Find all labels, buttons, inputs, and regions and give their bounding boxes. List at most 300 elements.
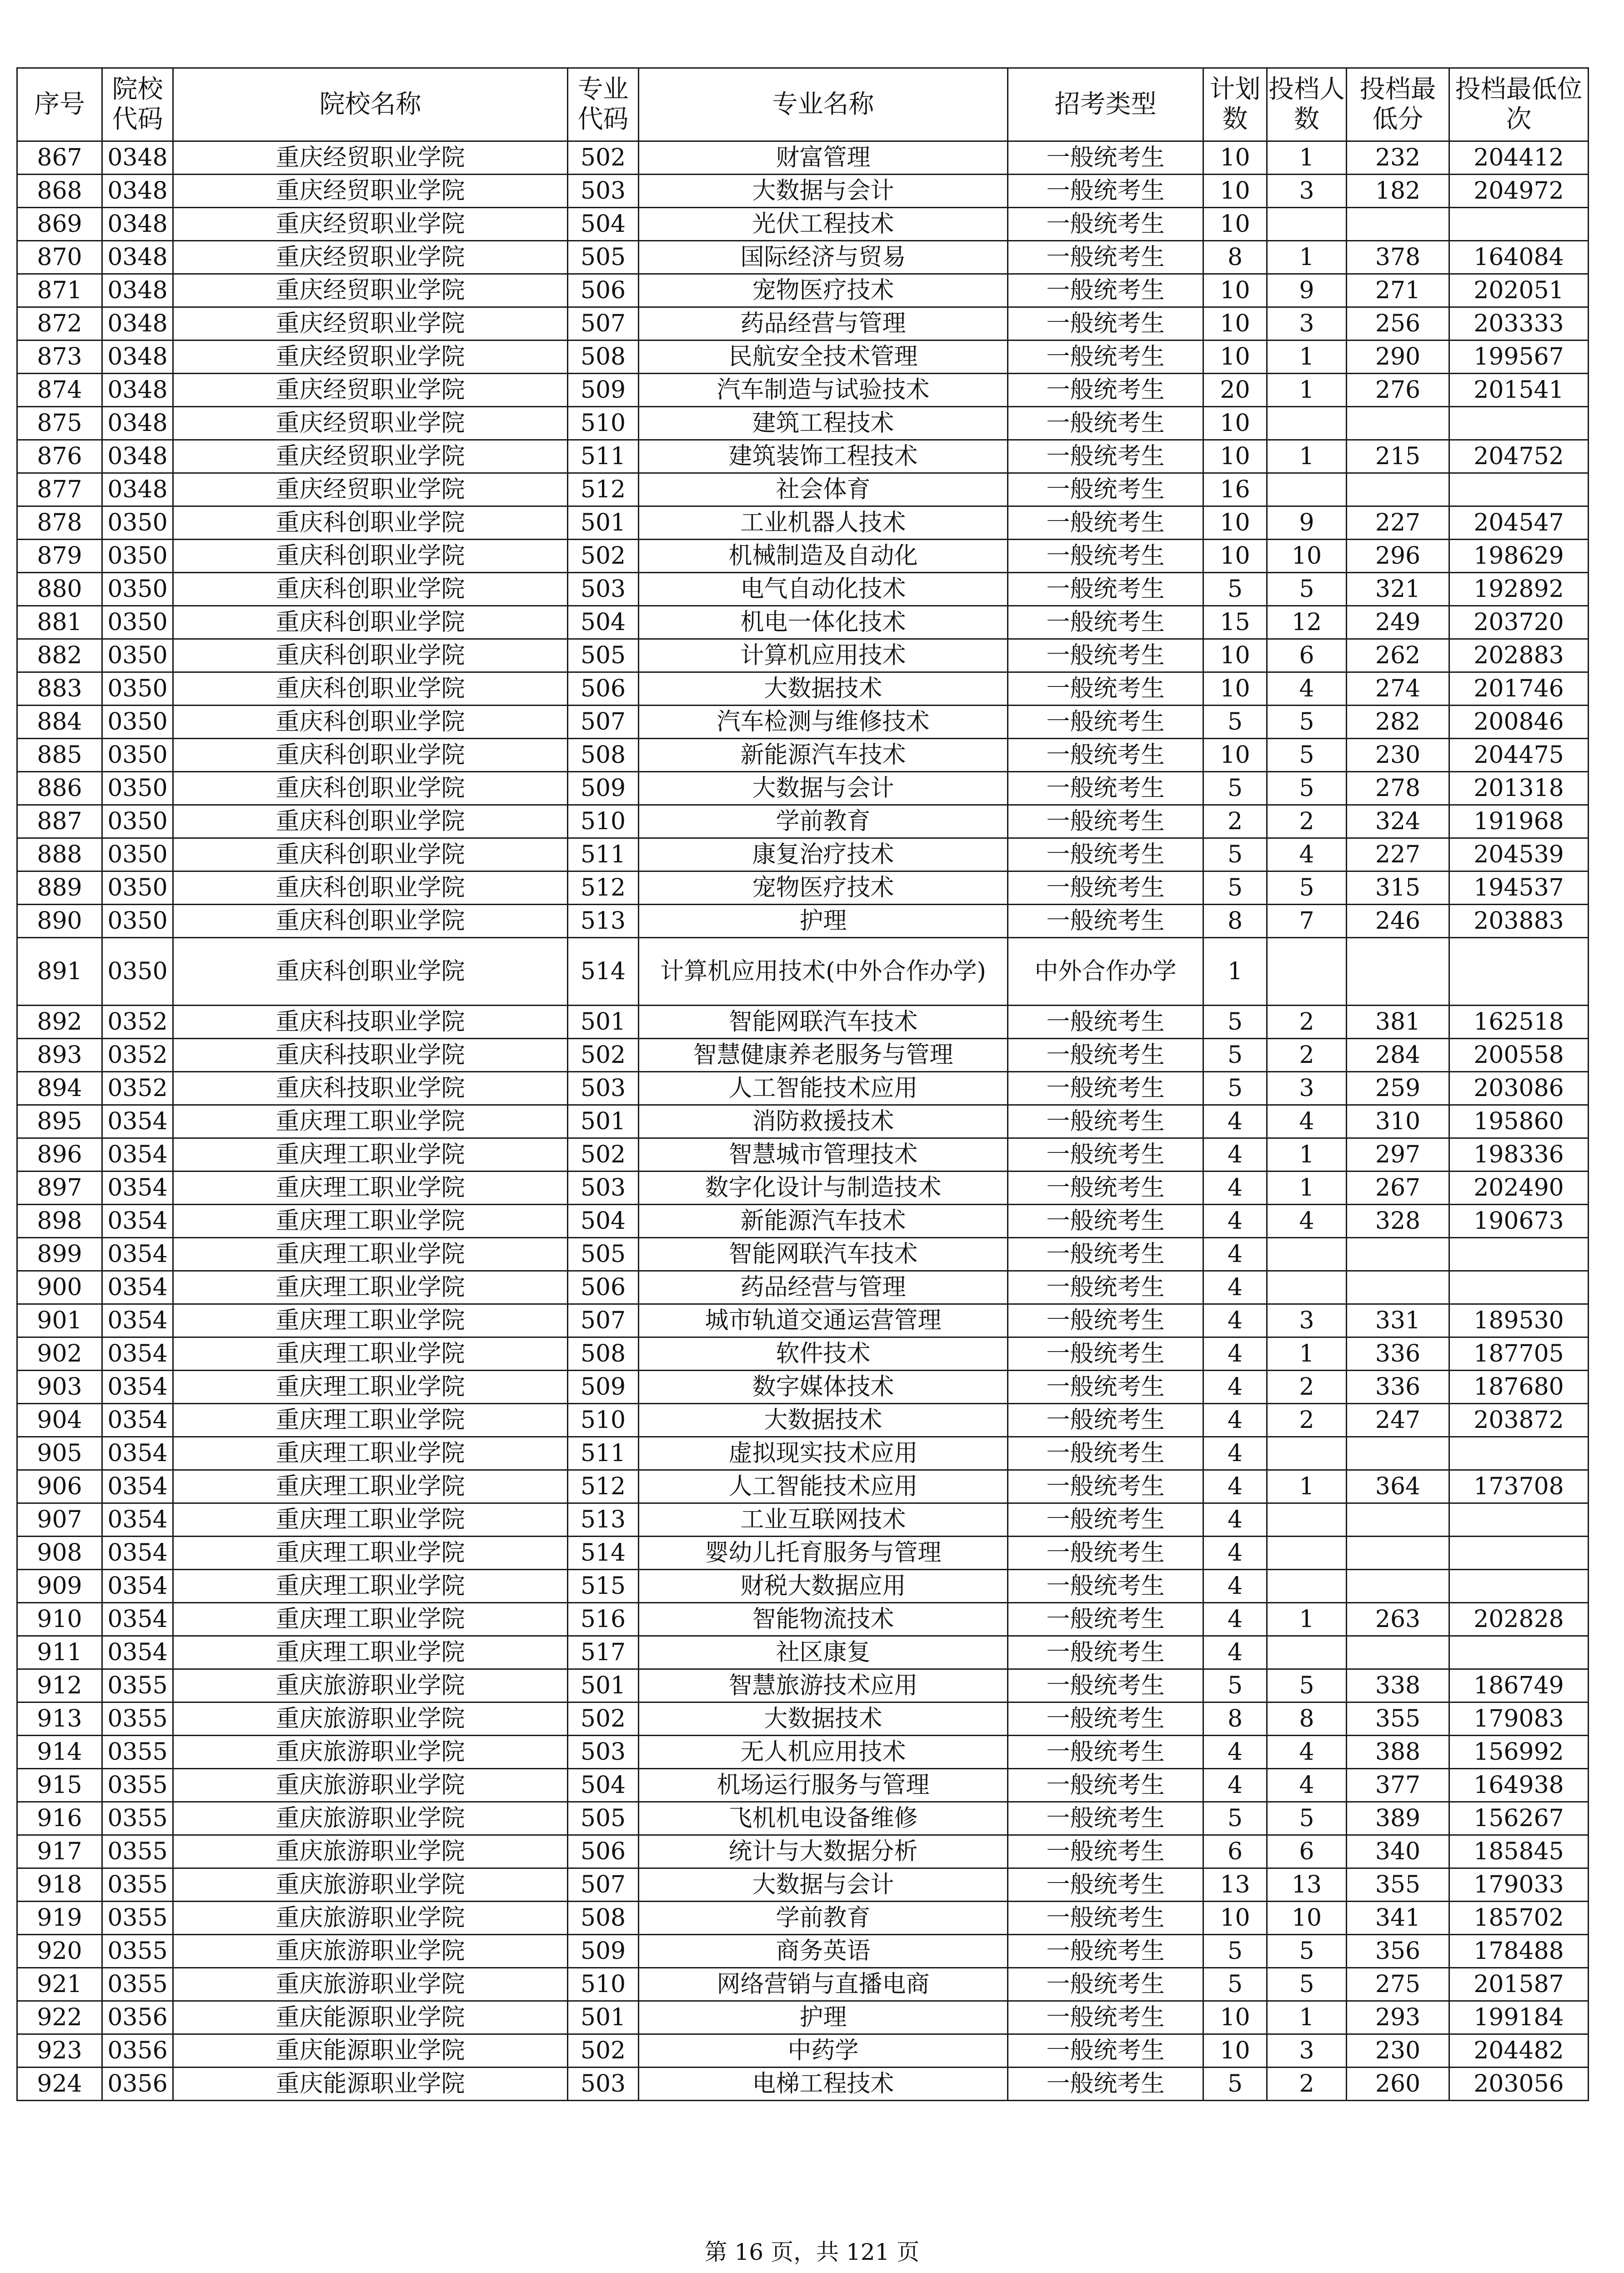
cell-admitted: 1	[1267, 141, 1347, 175]
cell-min-rank: 192892	[1449, 573, 1589, 606]
cell-min-score: 247	[1347, 1404, 1449, 1437]
cell-major-name: 电梯工程技术	[639, 2068, 1008, 2101]
cell-seq: 913	[17, 1702, 102, 1736]
cell-min-score: 336	[1347, 1337, 1449, 1371]
table-row	[17, 1935, 1589, 1968]
cell-major-code: 511	[568, 838, 639, 871]
cell-school-code: 0348	[102, 307, 173, 340]
cell-exam-type: 一般统考生	[1008, 540, 1203, 573]
cell-major-name: 大数据与会计	[639, 175, 1008, 208]
cell-min-rank: 194537	[1449, 871, 1589, 905]
cell-plan: 8	[1203, 905, 1267, 938]
cell-min-score: 232	[1347, 141, 1449, 175]
cell-major-code: 508	[568, 340, 639, 374]
cell-min-score: 331	[1347, 1304, 1449, 1337]
cell-school-code: 0354	[102, 1238, 173, 1271]
cell-seq: 872	[17, 307, 102, 340]
cell-seq: 910	[17, 1603, 102, 1636]
cell-seq: 895	[17, 1105, 102, 1138]
cell-school-code: 0355	[102, 1769, 173, 1802]
cell-school-code: 0354	[102, 1503, 173, 1537]
cell-major-code: 510	[568, 805, 639, 838]
table-row	[17, 1172, 1589, 1205]
cell-plan: 4	[1203, 1636, 1267, 1669]
cell-school-name: 重庆旅游职业学院	[173, 1968, 568, 2001]
col-header-admitted: 投档人数	[1267, 68, 1347, 141]
cell-major-code: 507	[568, 307, 639, 340]
cell-min-score: 336	[1347, 1371, 1449, 1404]
cell-seq: 921	[17, 1968, 102, 2001]
cell-school-code: 0355	[102, 1669, 173, 1702]
cell-school-name: 重庆科创职业学院	[173, 805, 568, 838]
table-row	[17, 1039, 1589, 1072]
cell-admitted: 5	[1267, 1802, 1347, 1835]
cell-major-code: 502	[568, 141, 639, 175]
cell-min-score: 378	[1347, 241, 1449, 274]
cell-major-name: 人工智能技术应用	[639, 1470, 1008, 1503]
cell-min-rank: 204482	[1449, 2034, 1589, 2068]
cell-major-name: 城市轨道交通运营管理	[639, 1304, 1008, 1337]
cell-plan: 4	[1203, 1205, 1267, 1238]
cell-seq: 900	[17, 1271, 102, 1304]
cell-school-name: 重庆旅游职业学院	[173, 1669, 568, 1702]
cell-exam-type: 一般统考生	[1008, 307, 1203, 340]
cell-major-name: 中药学	[639, 2034, 1008, 2068]
cell-major-name: 智能物流技术	[639, 1603, 1008, 1636]
cell-admitted: 1	[1267, 1603, 1347, 1636]
cell-major-code: 511	[568, 1437, 639, 1470]
cell-school-name: 重庆理工职业学院	[173, 1304, 568, 1337]
cell-school-name: 重庆理工职业学院	[173, 1603, 568, 1636]
cell-exam-type: 一般统考生	[1008, 1006, 1203, 1039]
cell-major-name: 财税大数据应用	[639, 1570, 1008, 1603]
cell-school-name: 重庆理工职业学院	[173, 1337, 568, 1371]
cell-plan: 4	[1203, 1271, 1267, 1304]
cell-seq: 888	[17, 838, 102, 871]
cell-major-code: 502	[568, 1039, 639, 1072]
cell-plan: 10	[1203, 2034, 1267, 2068]
cell-major-code: 508	[568, 1902, 639, 1935]
cell-min-score: 282	[1347, 706, 1449, 739]
cell-min-score: 271	[1347, 274, 1449, 307]
cell-plan: 10	[1203, 639, 1267, 672]
cell-admitted: 2	[1267, 805, 1347, 838]
cell-min-score: 256	[1347, 307, 1449, 340]
table-row	[17, 1636, 1589, 1669]
cell-min-rank: 203872	[1449, 1404, 1589, 1437]
cell-min-rank: 187680	[1449, 1371, 1589, 1404]
cell-plan: 10	[1203, 672, 1267, 706]
cell-school-code: 0350	[102, 772, 173, 805]
cell-exam-type: 一般统考生	[1008, 706, 1203, 739]
cell-min-score: 338	[1347, 1669, 1449, 1702]
cell-school-code: 0354	[102, 1470, 173, 1503]
cell-exam-type: 中外合作办学	[1008, 938, 1203, 1006]
cell-school-name: 重庆科技职业学院	[173, 1072, 568, 1105]
cell-min-rank	[1449, 1238, 1589, 1271]
cell-school-code: 0355	[102, 1902, 173, 1935]
cell-min-rank: 179083	[1449, 1702, 1589, 1736]
cell-exam-type: 一般统考生	[1008, 407, 1203, 440]
cell-min-rank: 198629	[1449, 540, 1589, 573]
table-row	[17, 1736, 1589, 1769]
cell-seq: 914	[17, 1736, 102, 1769]
cell-plan: 5	[1203, 871, 1267, 905]
cell-exam-type: 一般统考生	[1008, 1570, 1203, 1603]
cell-school-code: 0352	[102, 1039, 173, 1072]
cell-min-score	[1347, 1537, 1449, 1570]
cell-min-rank: 203720	[1449, 606, 1589, 639]
cell-plan: 10	[1203, 307, 1267, 340]
cell-exam-type: 一般统考生	[1008, 805, 1203, 838]
cell-plan: 5	[1203, 1669, 1267, 1702]
cell-school-name: 重庆理工职业学院	[173, 1205, 568, 1238]
cell-major-name: 工业机器人技术	[639, 506, 1008, 540]
cell-major-code: 508	[568, 739, 639, 772]
cell-admitted: 5	[1267, 739, 1347, 772]
cell-major-name: 建筑工程技术	[639, 407, 1008, 440]
cell-major-name: 人工智能技术应用	[639, 1072, 1008, 1105]
cell-min-rank	[1449, 208, 1589, 241]
cell-school-code: 0350	[102, 573, 173, 606]
cell-exam-type: 一般统考生	[1008, 1636, 1203, 1669]
cell-school-name: 重庆科创职业学院	[173, 639, 568, 672]
cell-school-name: 重庆科创职业学院	[173, 672, 568, 706]
cell-seq: 879	[17, 540, 102, 573]
cell-school-name: 重庆理工职业学院	[173, 1105, 568, 1138]
cell-exam-type: 一般统考生	[1008, 772, 1203, 805]
cell-seq: 867	[17, 141, 102, 175]
cell-seq: 901	[17, 1304, 102, 1337]
cell-min-score: 355	[1347, 1702, 1449, 1736]
cell-school-name: 重庆科创职业学院	[173, 606, 568, 639]
cell-seq: 875	[17, 407, 102, 440]
cell-exam-type: 一般统考生	[1008, 1902, 1203, 1935]
cell-seq: 919	[17, 1902, 102, 1935]
cell-school-name: 重庆科创职业学院	[173, 905, 568, 938]
cell-school-name: 重庆能源职业学院	[173, 2034, 568, 2068]
cell-plan: 5	[1203, 1072, 1267, 1105]
cell-min-score	[1347, 1503, 1449, 1537]
cell-school-code: 0355	[102, 1968, 173, 2001]
cell-admitted: 5	[1267, 706, 1347, 739]
cell-school-name: 重庆理工职业学院	[173, 1138, 568, 1172]
cell-seq: 916	[17, 1802, 102, 1835]
cell-admitted: 1	[1267, 241, 1347, 274]
cell-admitted: 8	[1267, 1702, 1347, 1736]
col-header-min-score: 投档最低分	[1347, 68, 1449, 141]
cell-plan: 1	[1203, 938, 1267, 1006]
cell-admitted: 1	[1267, 1172, 1347, 1205]
cell-major-code: 503	[568, 1736, 639, 1769]
table-row	[17, 739, 1589, 772]
cell-major-code: 504	[568, 606, 639, 639]
table-row	[17, 1006, 1589, 1039]
cell-seq: 911	[17, 1636, 102, 1669]
table-row	[17, 639, 1589, 672]
cell-min-score: 259	[1347, 1072, 1449, 1105]
cell-major-name: 汽车制造与试验技术	[639, 374, 1008, 407]
cell-plan: 16	[1203, 473, 1267, 506]
cell-major-name: 汽车检测与维修技术	[639, 706, 1008, 739]
cell-school-name: 重庆旅游职业学院	[173, 1736, 568, 1769]
cell-major-code: 503	[568, 1172, 639, 1205]
cell-plan: 4	[1203, 1371, 1267, 1404]
cell-seq: 873	[17, 340, 102, 374]
cell-school-code: 0354	[102, 1271, 173, 1304]
cell-major-name: 计算机应用技术	[639, 639, 1008, 672]
cell-major-code: 504	[568, 208, 639, 241]
cell-seq: 877	[17, 473, 102, 506]
cell-exam-type: 一般统考生	[1008, 1304, 1203, 1337]
cell-admitted	[1267, 1238, 1347, 1271]
cell-exam-type: 一般统考生	[1008, 473, 1203, 506]
cell-admitted: 2	[1267, 1006, 1347, 1039]
cell-plan: 10	[1203, 739, 1267, 772]
cell-plan: 4	[1203, 1404, 1267, 1437]
cell-min-score: 263	[1347, 1603, 1449, 1636]
cell-seq: 880	[17, 573, 102, 606]
cell-seq: 917	[17, 1835, 102, 1868]
cell-plan: 4	[1203, 1503, 1267, 1537]
cell-major-name: 智能网联汽车技术	[639, 1006, 1008, 1039]
cell-seq: 891	[17, 938, 102, 1006]
cell-school-code: 0354	[102, 1437, 173, 1470]
cell-min-rank: 195860	[1449, 1105, 1589, 1138]
cell-exam-type: 一般统考生	[1008, 1437, 1203, 1470]
cell-major-name: 电气自动化技术	[639, 573, 1008, 606]
cell-school-code: 0348	[102, 274, 173, 307]
cell-min-rank: 198336	[1449, 1138, 1589, 1172]
cell-school-code: 0355	[102, 1868, 173, 1902]
table-row	[17, 340, 1589, 374]
cell-school-code: 0355	[102, 1702, 173, 1736]
cell-major-name: 药品经营与管理	[639, 1271, 1008, 1304]
cell-school-code: 0355	[102, 1835, 173, 1868]
cell-min-score	[1347, 1271, 1449, 1304]
table-row	[17, 208, 1589, 241]
table-row	[17, 706, 1589, 739]
cell-major-name: 财富管理	[639, 141, 1008, 175]
cell-major-code: 505	[568, 639, 639, 672]
cell-school-code: 0355	[102, 1935, 173, 1968]
cell-school-code: 0348	[102, 473, 173, 506]
cell-seq: 904	[17, 1404, 102, 1437]
table-row	[17, 1537, 1589, 1570]
cell-plan: 4	[1203, 1769, 1267, 1802]
cell-school-name: 重庆经贸职业学院	[173, 307, 568, 340]
cell-min-rank: 191968	[1449, 805, 1589, 838]
table-row	[17, 1404, 1589, 1437]
cell-seq: 886	[17, 772, 102, 805]
cell-admitted: 4	[1267, 1769, 1347, 1802]
cell-major-name: 婴幼儿托育服务与管理	[639, 1537, 1008, 1570]
table-row	[17, 1072, 1589, 1105]
cell-admitted	[1267, 208, 1347, 241]
table-row	[17, 1337, 1589, 1371]
cell-seq: 903	[17, 1371, 102, 1404]
cell-major-code: 512	[568, 1470, 639, 1503]
cell-school-name: 重庆经贸职业学院	[173, 208, 568, 241]
cell-exam-type: 一般统考生	[1008, 1935, 1203, 1968]
cell-admitted: 5	[1267, 1935, 1347, 1968]
cell-school-name: 重庆旅游职业学院	[173, 1769, 568, 1802]
cell-min-rank: 190673	[1449, 1205, 1589, 1238]
table-row	[17, 1603, 1589, 1636]
cell-plan: 4	[1203, 1470, 1267, 1503]
cell-major-name: 学前教育	[639, 1902, 1008, 1935]
cell-school-name: 重庆旅游职业学院	[173, 1835, 568, 1868]
cell-school-code: 0350	[102, 938, 173, 1006]
cell-admitted: 2	[1267, 2068, 1347, 2101]
cell-min-rank: 201541	[1449, 374, 1589, 407]
cell-school-code: 0350	[102, 672, 173, 706]
cell-min-rank: 179033	[1449, 1868, 1589, 1902]
admission-table	[16, 67, 1589, 2101]
cell-admitted: 5	[1267, 772, 1347, 805]
cell-major-name: 大数据技术	[639, 1702, 1008, 1736]
cell-exam-type: 一般统考生	[1008, 374, 1203, 407]
table-row	[17, 2001, 1589, 2034]
table-row	[17, 1503, 1589, 1537]
cell-exam-type: 一般统考生	[1008, 175, 1203, 208]
table-row	[17, 1968, 1589, 2001]
cell-major-code: 516	[568, 1603, 639, 1636]
cell-min-score: 297	[1347, 1138, 1449, 1172]
cell-school-name: 重庆理工职业学院	[173, 1238, 568, 1271]
cell-min-rank: 204412	[1449, 141, 1589, 175]
cell-min-score: 310	[1347, 1105, 1449, 1138]
cell-major-code: 510	[568, 1404, 639, 1437]
cell-min-rank	[1449, 1437, 1589, 1470]
cell-min-score: 355	[1347, 1868, 1449, 1902]
cell-exam-type: 一般统考生	[1008, 1702, 1203, 1736]
cell-major-name: 宠物医疗技术	[639, 274, 1008, 307]
cell-school-name: 重庆理工职业学院	[173, 1437, 568, 1470]
table-row	[17, 1138, 1589, 1172]
cell-exam-type: 一般统考生	[1008, 1736, 1203, 1769]
cell-min-rank: 162518	[1449, 1006, 1589, 1039]
cell-min-rank	[1449, 938, 1589, 1006]
cell-admitted: 4	[1267, 838, 1347, 871]
cell-major-code: 502	[568, 1702, 639, 1736]
cell-min-score: 381	[1347, 1006, 1449, 1039]
cell-major-name: 数字化设计与制造技术	[639, 1172, 1008, 1205]
cell-major-code: 505	[568, 241, 639, 274]
cell-exam-type: 一般统考生	[1008, 1072, 1203, 1105]
table-row	[17, 805, 1589, 838]
cell-exam-type: 一般统考生	[1008, 1669, 1203, 1702]
cell-school-code: 0348	[102, 141, 173, 175]
cell-major-code: 517	[568, 1636, 639, 1669]
cell-major-name: 智能网联汽车技术	[639, 1238, 1008, 1271]
cell-major-code: 505	[568, 1802, 639, 1835]
cell-school-name: 重庆理工职业学院	[173, 1404, 568, 1437]
cell-major-code: 502	[568, 2034, 639, 2068]
cell-min-rank	[1449, 1503, 1589, 1537]
cell-seq: 907	[17, 1503, 102, 1537]
cell-admitted: 12	[1267, 606, 1347, 639]
cell-school-code: 0354	[102, 1138, 173, 1172]
cell-exam-type: 一般统考生	[1008, 1271, 1203, 1304]
cell-major-code: 509	[568, 1371, 639, 1404]
cell-school-code: 0354	[102, 1371, 173, 1404]
cell-admitted	[1267, 938, 1347, 1006]
cell-major-code: 503	[568, 2068, 639, 2101]
table-row	[17, 274, 1589, 307]
cell-exam-type: 一般统考生	[1008, 1769, 1203, 1802]
cell-school-code: 0356	[102, 2034, 173, 2068]
cell-exam-type: 一般统考生	[1008, 1603, 1203, 1636]
cell-min-rank: 204475	[1449, 739, 1589, 772]
cell-school-code: 0348	[102, 440, 173, 473]
cell-seq: 874	[17, 374, 102, 407]
cell-seq: 905	[17, 1437, 102, 1470]
cell-school-code: 0348	[102, 208, 173, 241]
cell-admitted: 1	[1267, 1337, 1347, 1371]
cell-admitted: 3	[1267, 175, 1347, 208]
cell-admitted: 10	[1267, 1902, 1347, 1935]
cell-school-name: 重庆经贸职业学院	[173, 407, 568, 440]
table-row	[17, 1868, 1589, 1902]
cell-school-name: 重庆能源职业学院	[173, 2001, 568, 2034]
cell-seq: 924	[17, 2068, 102, 2101]
cell-seq: 883	[17, 672, 102, 706]
col-header-school-name: 院校名称	[173, 68, 568, 141]
cell-plan: 10	[1203, 141, 1267, 175]
cell-major-code: 507	[568, 706, 639, 739]
cell-exam-type: 一般统考生	[1008, 2001, 1203, 2034]
table-row	[17, 1835, 1589, 1868]
cell-school-code: 0350	[102, 639, 173, 672]
cell-plan: 15	[1203, 606, 1267, 639]
cell-min-score	[1347, 1636, 1449, 1669]
col-header-exam-type: 招考类型	[1008, 68, 1203, 141]
cell-plan: 10	[1203, 407, 1267, 440]
cell-school-code: 0350	[102, 805, 173, 838]
cell-school-name: 重庆科创职业学院	[173, 938, 568, 1006]
table-row	[17, 407, 1589, 440]
cell-min-rank: 202828	[1449, 1603, 1589, 1636]
table-row	[17, 1238, 1589, 1271]
cell-min-rank: 202051	[1449, 274, 1589, 307]
cell-seq: 893	[17, 1039, 102, 1072]
cell-min-rank: 203333	[1449, 307, 1589, 340]
cell-major-code: 502	[568, 540, 639, 573]
cell-exam-type: 一般统考生	[1008, 838, 1203, 871]
cell-exam-type: 一般统考生	[1008, 208, 1203, 241]
cell-major-name: 社区康复	[639, 1636, 1008, 1669]
cell-seq: 868	[17, 175, 102, 208]
cell-major-name: 护理	[639, 905, 1008, 938]
cell-major-name: 计算机应用技术(中外合作办学)	[639, 938, 1008, 1006]
table-row	[17, 175, 1589, 208]
cell-plan: 4	[1203, 1238, 1267, 1271]
cell-school-code: 0354	[102, 1404, 173, 1437]
cell-min-rank	[1449, 1537, 1589, 1570]
cell-min-score: 356	[1347, 1935, 1449, 1968]
cell-major-code: 504	[568, 1769, 639, 1802]
cell-min-score: 227	[1347, 506, 1449, 540]
cell-plan: 10	[1203, 506, 1267, 540]
cell-major-name: 机械制造及自动化	[639, 540, 1008, 573]
cell-school-name: 重庆理工职业学院	[173, 1470, 568, 1503]
cell-major-code: 514	[568, 938, 639, 1006]
cell-school-name: 重庆经贸职业学院	[173, 440, 568, 473]
cell-plan: 5	[1203, 1039, 1267, 1072]
cell-exam-type: 一般统考生	[1008, 573, 1203, 606]
cell-major-name: 数字媒体技术	[639, 1371, 1008, 1404]
